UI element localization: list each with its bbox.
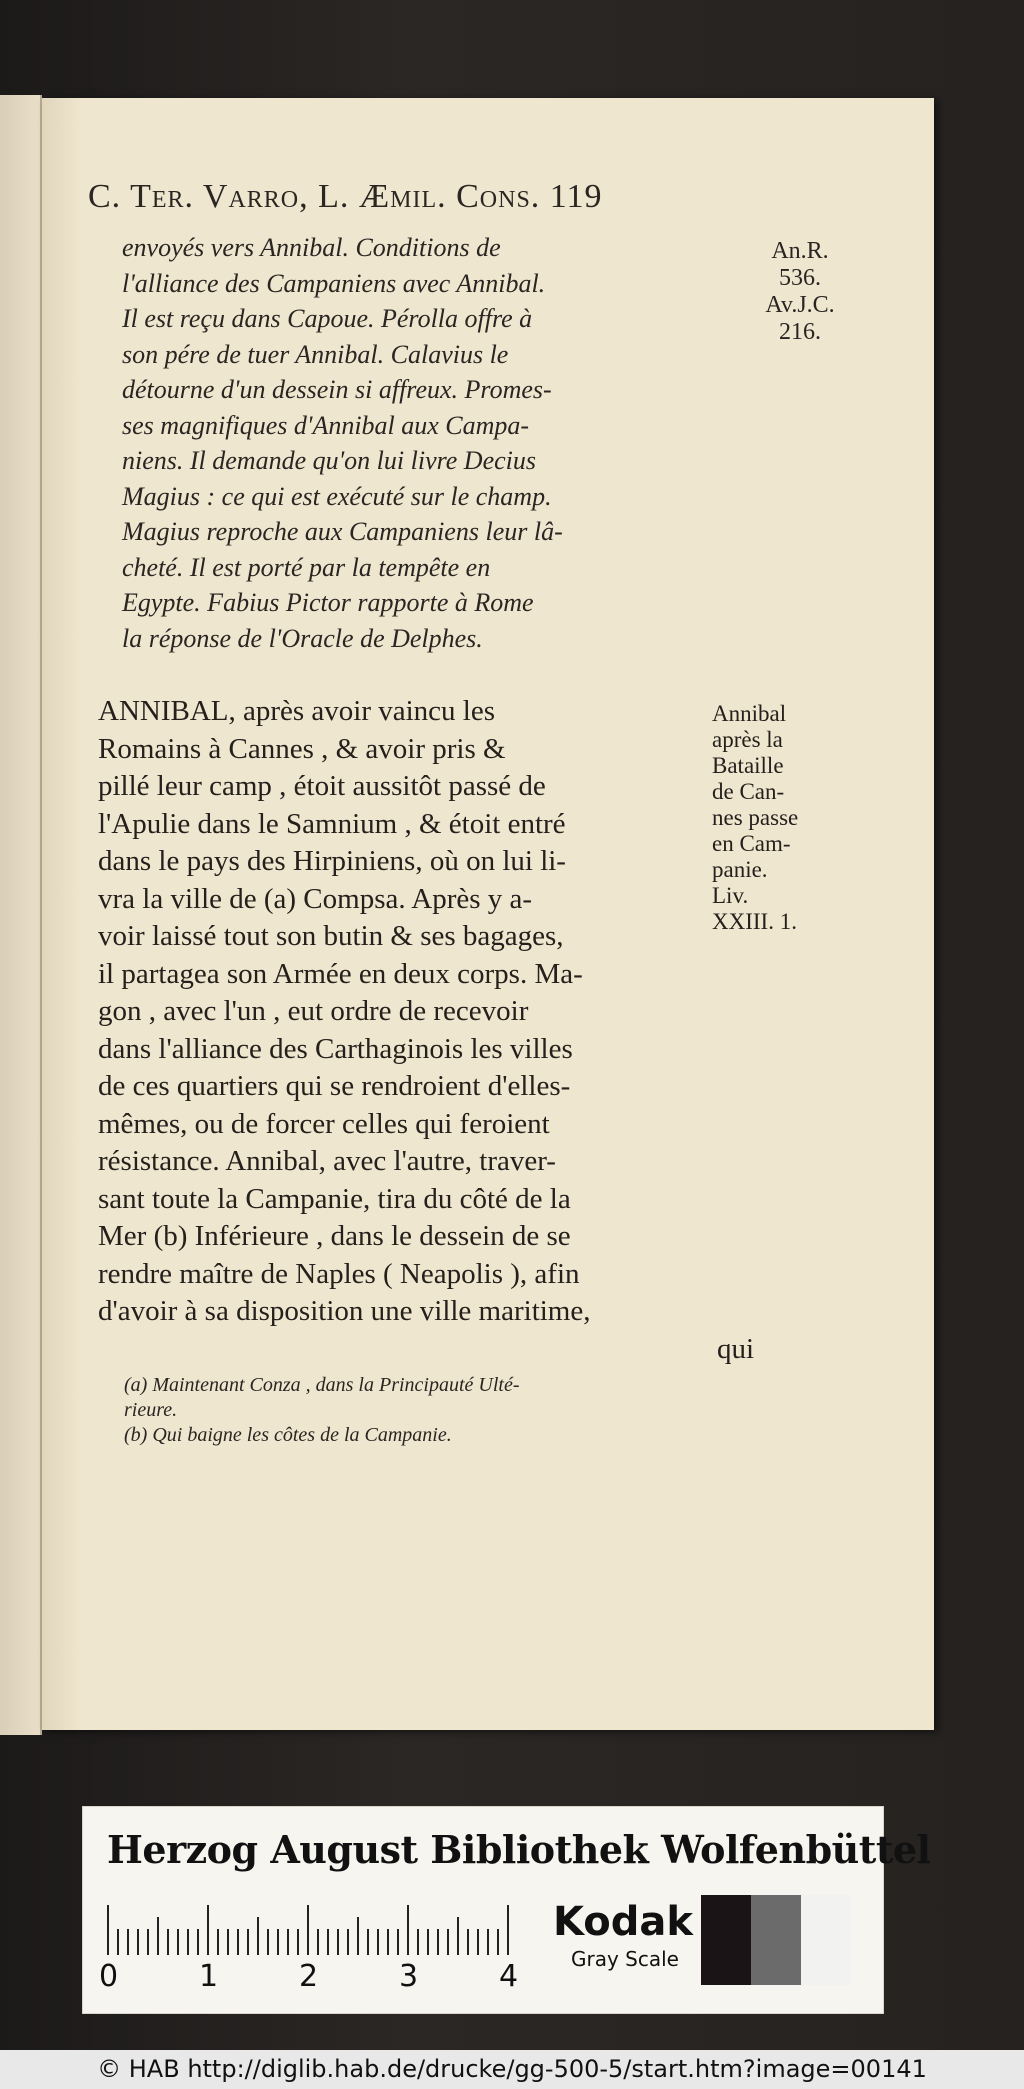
body-line: d'avoir à sa disposition une ville maritime, — [98, 1295, 591, 1327]
credit-bar: © HAB http://diglib.hab.de/drucke/gg-500-5/start.htm?image=00141 — [0, 2050, 1024, 2089]
ruler-tick — [197, 1929, 199, 1955]
body-line: ANNIBAL, après avoir vaincu les — [98, 695, 496, 727]
side-note-line: panie. — [712, 857, 768, 882]
body-line: gon , avec l'un , eut ordre de recevoir — [98, 995, 529, 1027]
facing-page-edge — [0, 95, 42, 1735]
ruler-tick — [487, 1929, 489, 1955]
footnote-line: (a) Maintenant Conza , dans la Principauté Ulté- — [124, 1374, 520, 1396]
ruler — [107, 1905, 537, 1955]
ruler-tick — [477, 1929, 479, 1955]
body-line: pillé leur camp , étoit aussitôt passé de — [98, 770, 546, 802]
body-line: dans l'alliance des Carthaginois les villes — [98, 1032, 573, 1065]
body-line: l'Apulie dans le Samnium , & étoit entré — [98, 807, 566, 840]
ruler-tick — [357, 1917, 359, 1955]
ruler-tick — [327, 1929, 329, 1955]
ruler-tick — [347, 1929, 349, 1955]
footnote-line: (b) Qui baigne les côtes de la Campanie. — [124, 1424, 452, 1446]
kodak-logo: Kodak — [553, 1899, 693, 1945]
body-line: il partagea son Armée en deux corps. Ma- — [98, 957, 583, 990]
body-line: sant toute la Campanie, tira du côté de la — [98, 1182, 571, 1215]
body-line: mêmes, ou de forcer celles qui feroient — [98, 1107, 550, 1140]
ruler-tick — [497, 1929, 499, 1955]
ruler-tick — [107, 1905, 109, 1955]
ruler-tick — [287, 1929, 289, 1955]
summary-line: détourne d'un dessein si affreux. Promes- — [122, 375, 552, 404]
body-line: rendre maître de Naples ( Neapolis ), afin — [98, 1257, 580, 1290]
ruler-tick — [387, 1929, 389, 1955]
ruler-tick — [157, 1917, 159, 1955]
ruler-tick — [257, 1917, 259, 1955]
side-note-line: de Can- — [712, 779, 785, 804]
footnote-line: rieure. — [124, 1399, 178, 1421]
ruler-tick — [177, 1929, 179, 1955]
side-note-line: après la — [712, 727, 783, 752]
ruler-tick — [277, 1929, 279, 1955]
body-line: Romains à Cannes , & avoir pris & — [98, 732, 506, 765]
ruler-tick — [187, 1929, 189, 1955]
gray-swatch — [801, 1895, 851, 1985]
ruler-tick — [227, 1929, 229, 1955]
summary-line: Egypte. Fabius Pictor rapporte à Rome — [122, 588, 534, 617]
summary-line: l'alliance des Campaniens avec Annibal. — [122, 268, 546, 298]
summary-line: Il est reçu dans Capoue. Pérolla offre à — [122, 304, 533, 333]
ruler-tick — [307, 1905, 309, 1955]
year-note-line: An.R. — [771, 238, 829, 264]
color-target-card — [82, 1806, 931, 2014]
ruler-tick — [447, 1929, 449, 1955]
year-note-line: Av.J.C. — [765, 292, 835, 318]
ruler-tick — [467, 1929, 469, 1955]
ruler-tick — [377, 1929, 379, 1955]
year-note-line: 536. — [779, 265, 821, 291]
body-line: voir laissé tout son butin & ses bagages, — [98, 920, 564, 952]
ruler-tick — [437, 1929, 439, 1955]
ruler-tick — [167, 1929, 169, 1955]
side-note-line: Liv. — [712, 883, 749, 908]
ruler-number: 1 — [199, 1959, 219, 1994]
side-note-line: XXIII. 1. — [712, 909, 797, 934]
year-margin-note — [730, 238, 870, 346]
ruler-tick — [457, 1917, 459, 1955]
summary-line: cheté. Il est porté par la tempête en — [122, 552, 491, 582]
body-line: qui — [716, 1332, 754, 1365]
ruler-tick — [427, 1929, 429, 1955]
ruler-tick — [237, 1929, 239, 1955]
ruler-number: 0 — [99, 1959, 119, 1994]
gray-swatch — [751, 1895, 801, 1985]
ruler-tick — [217, 1929, 219, 1955]
ruler-tick — [247, 1929, 249, 1955]
footnotes — [124, 1373, 754, 1448]
summary-line: Magius : ce qui est exécuté sur le champ. — [122, 481, 552, 511]
library-title: Herzog August Bibliothek Wolfenbüttel — [107, 1827, 931, 1872]
ruler-tick — [507, 1905, 509, 1955]
ruler-tick — [337, 1929, 339, 1955]
year-note-line: 216. — [779, 319, 821, 345]
summary-line: niens. Il demande qu'on lui livre Decius — [122, 446, 537, 475]
ruler-tick — [117, 1929, 119, 1955]
body-line: de ces quartiers qui se rendroient d'elles- — [98, 1070, 571, 1102]
running-head: C. Ter. Varro, L. Æmil. Cons. 119 — [88, 178, 603, 215]
gray-swatch — [701, 1895, 751, 1985]
ruler-tick — [417, 1929, 419, 1955]
chapter-summary — [122, 230, 752, 656]
body-line: dans le pays des Hirpiniens, où on lui li- — [98, 845, 566, 877]
ruler-number: 3 — [399, 1959, 419, 1994]
ruler-tick — [397, 1929, 399, 1955]
ruler-tick — [137, 1929, 139, 1955]
ruler-tick — [317, 1929, 319, 1955]
body-line: Mer (b) Inférieure , dans le dessein de se — [98, 1220, 571, 1252]
ruler-tick — [207, 1905, 209, 1955]
ruler-tick — [127, 1929, 129, 1955]
body-line: résistance. Annibal, avec l'autre, traver- — [98, 1145, 556, 1177]
ruler-tick — [297, 1929, 299, 1955]
side-note-line: nes passe — [712, 805, 799, 830]
ruler-number: 2 — [299, 1959, 319, 1994]
ruler-tick — [147, 1929, 149, 1955]
ruler-tick — [367, 1929, 369, 1955]
body-text — [98, 693, 754, 1368]
side-margin-note — [712, 701, 852, 935]
summary-line: Magius reproche aux Campaniens leur lâ- — [122, 517, 563, 546]
ruler-number: 4 — [499, 1959, 519, 1994]
summary-line: envoyés vers Annibal. Conditions de — [122, 233, 501, 262]
side-note-line: Bataille — [712, 753, 784, 778]
gray-scale-label: Gray Scale — [571, 1947, 679, 1971]
body-line: vra la ville de (a) Compsa. Après y a- — [98, 882, 533, 915]
summary-line: ses magnifiques d'Annibal aux Campa- — [122, 410, 530, 440]
book-page — [42, 98, 934, 1730]
side-note-line: en Cam- — [712, 831, 791, 856]
summary-line: son pére de tuer Annibal. Calavius le — [122, 339, 509, 369]
ruler-tick — [407, 1905, 409, 1955]
ruler-tick — [267, 1929, 269, 1955]
side-note-line: Annibal — [712, 701, 787, 726]
summary-line: la réponse de l'Oracle de Delphes. — [122, 623, 483, 653]
